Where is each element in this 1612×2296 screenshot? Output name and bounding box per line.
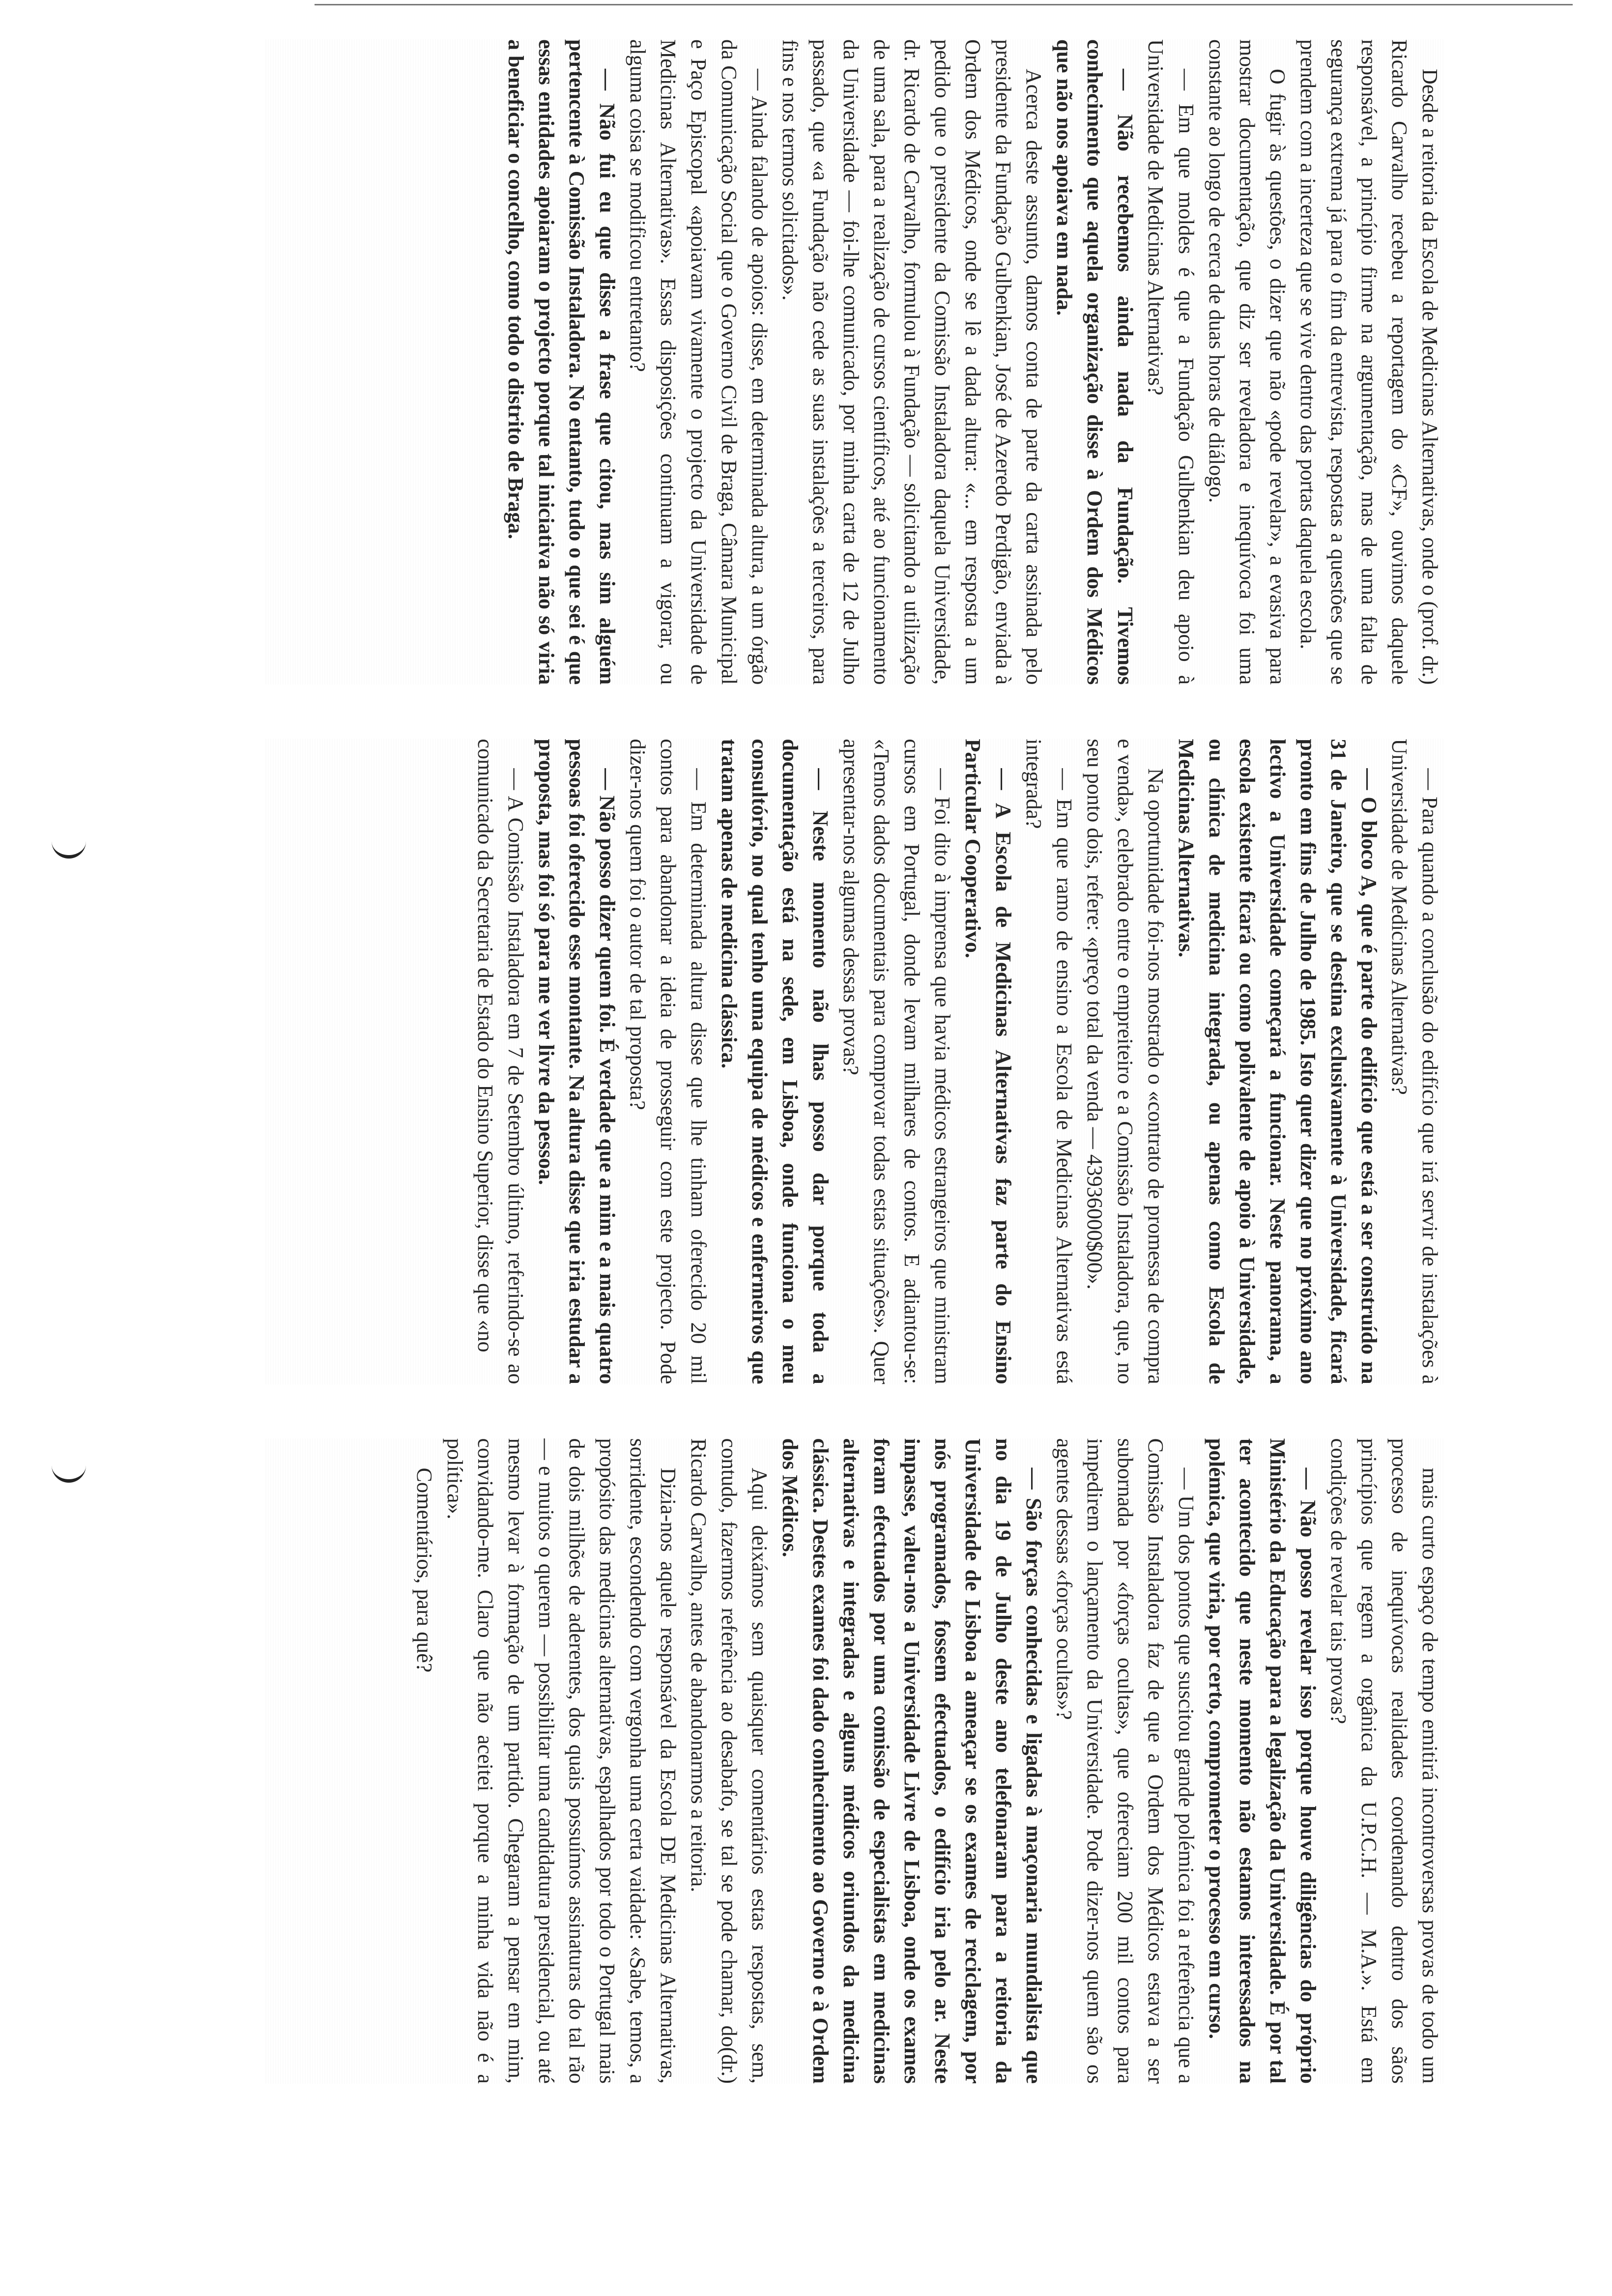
article-paragraph: — Não posso revelar isso porque houve diligências do próprio Ministério da Educação para a legalização da Universidade. É por tal ter acontecido que neste momento não estamos interessados na polémica, que viria, por certo, comprometer o processo em curso. — [1205, 1438, 1320, 2084]
article-column-2 — [265, 739, 1445, 1384]
article-column-1 — [265, 39, 1445, 685]
article-paragraph: — Para quando a conclusão do edifício que irá servir de instalações à Universidade de Medicinas Alternativas? — [1387, 739, 1442, 1384]
article-paragraph: O fugir às questões, o dizer que não «pode revelar», a evasiva para mostrar documentação, que diz ser reveladora e inequívoca foi uma constante ao longo de cerca de duas horas de diálogo. — [1205, 39, 1290, 685]
article-paragraph: Comentários, para quê? — [412, 1467, 436, 1673]
article-paragraph: — Um dos pontos que suscitou grande polémica foi a referência que a Comissão Instaladora faz de que a Ordem dos Médicos estava a ser subornada por «forças ocultas», que ofereciam 200 mil contos para impedirem o lançamento da Universidade. Pode dizer-nos quem são os agentes dessas «forças ocultas»? — [1052, 1438, 1198, 2084]
article-paragraph: — Ainda falando de apoios: disse, em determinada altura, a um órgão da Comunicação Social que o Governo Civil de Braga, Câmara Municipal e Paço Episcopal «apoiavam vivamente o projecto da Universidade de Medicinas Alternativas». Essas disposições continuam a vigorar, ou alguma coisa se modificou entretanto? — [626, 39, 772, 685]
article-paragraph: Dizia-nos aquele responsável da Escola DE Medicinas Alternativas, sorridente, escondendo com vergonha uma certa vaidade: «Sabe, temos, a propósito das medicinas alternativas, espalhados por todo o Portugal mais de dois milhões de aderentes, dos quais possuímos assinaturas do tal rão — e muitos o querem — possibilitar uma candidatura presidencial, ou até mesmo levar à formação de um partido. Chegaram a pensar em mim, convidando-me. Claro que não aceitei porque a minha vida não é a política». — [443, 1438, 680, 2084]
article-paragraph: — A Comissão Instaladora em 7 de Setembro último, referindo-se ao comunicado da Secretaria de Estado do Ensino Superior, disse que «no — [473, 739, 528, 1384]
article-paragraph: — Não posso dizer quem foi. É verdade que a mim e a mais quatro pessoas foi oferecido esse montante. Na altura disse que iria estudar a proposta, mas foi só para me ver livre da pessoa. — [534, 739, 619, 1384]
article-column-3 — [265, 1438, 1445, 2084]
article-paragraph: — Foi dito à imprensa que havia médicos estrangeiros que ministram cursos em Portugal, donde levam milhares de contos. E adiantou-se: «Temos dados documentais para comprovar todas estas situações». Quer apresentar-nos algumas dessas provas? — [839, 739, 954, 1384]
article-paragraph: — Em determinada altura disse que lhe tinham oferecido 20 mil contos para abandonar a ideia de prosseguir com este projecto. Pode dizer-nos quem foi o autor de tal proposta? — [626, 739, 711, 1384]
article-paragraph: — Em que ramo de ensino a Escola de Medicinas Alternativas está integrada? — [1022, 739, 1076, 1384]
article-paragraph: — Não recebemos ainda nada da Fundação. Tivemos conhecimento que aquela organização disse à Ordem dos Médicos que não nos apoiava em nada. — [1052, 39, 1137, 685]
article-paragraph: — Não fui eu que disse a frase que citou, mas sim alguém pertencente à Comissão Instaladora. No entanto, tudo o que sei é que essas entidades apoiaram o projecto porque tal iniciativa não só viria a beneficiar o concelho, como todo o distrito de Braga. — [504, 39, 619, 685]
article-paragraph: Na oportunidade foi-nos mostrado o «contrato de promessa de compra e venda», celebrado entre o empreiteiro e a Comissão Instaladora, que, no seu ponto dois, refere: «preço total da venda — 43936000$00». — [1083, 739, 1168, 1384]
page-top-border — [315, 4, 1573, 5]
article-paragraph: Aqui deixámos sem quaisquer comentários estas respostas, sem, contudo, fazermos referência ao desabafo, se tal se pode chamar, do(dr.) Ricardo Carvalho, antes de abandonarmos a reitoria. — [687, 1438, 772, 2084]
binder-hole-mark-bottom — [52, 1460, 86, 1483]
article-paragraph: — A Escola de Medicinas Alternativas faz parte do Ensino Particular Cooperativo. — [961, 739, 1015, 1384]
article-paragraph: — Em que moldes é que a Fundação Gulbenkian deu apoio à Universidade de Medicinas Alternativas? — [1144, 39, 1198, 685]
article-paragraph: — São forças conhecidas e ligadas à maçonaria mundialista que no dia 19 de Julho deste ano telefonaram para a reitoria da Universidade de Lisboa a ameaçar se os exames de reciclagem, por nós programados, fossem efectuados, o edifício iria pelo ar. Neste impasse, valeu-nos a Universidade Livre de Lisboa, onde os exames foram efectuados por uma comissão de especialistas em medicinas alternativas e integradas e alguns médicos oriundos da medicina clássica. Destes exames foi dado conhecimento ao Governo e à Ordem dos Médicos. — [778, 1438, 1046, 2084]
article-paragraph: — O bloco A, que é parte do edifício que está a ser construído na 31 de Janeiro, que se destina exclusivamente à Universidade, ficará pronto em fins de Julho de 1985. Isto quer dizer que no próximo ano lectivo a Universidade começará a funcionar. Neste panorama, a escola existente ficará ou como polivalente de apoio à Universidade, ou clínica de medicina integrada, ou apenas como Escola de Medicinas Alternativas. — [1174, 739, 1381, 1384]
binder-hole-mark-top — [52, 835, 86, 859]
article-paragraph: mais curto espaço de tempo emitirá incontroversas provas de todo um processo de inequívocas realidades coordenando dentro dos sãos princípios que regem a orgânica da U.P.C.H. — M.A.». Está em condições de revelar tais provas? — [1326, 1438, 1442, 2084]
article-paragraph: Desde a reitoria da Escola de Medicinas Alternativas, onde o (prof. dr.) Ricardo Carvalho recebeu a reportagem do «CF», ouvimos daquele responsável, a princípio firme na argumentação, mas de uma falta de segurança extrema já para o fim da entrevista, respostas a questões que se prendem com a incerteza que se vive dentro das portas daquela escola. — [1296, 39, 1442, 685]
article-paragraph: — Neste momento não lhas posso dar porque toda a documentação está na sede, em Lisboa, onde funciona o meu consultório, no qual tenho uma equipa de médicos e enfermeiros que tratam apenas de medicina clássica. — [717, 739, 833, 1384]
rotated-newspaper-article — [265, 39, 1445, 2084]
article-paragraph: Acerca deste assunto, damos conta de parte da carta assinada pelo presidente da Fundação Gulbenkian, José de Azeredo Perdigão, enviada à Ordem dos Médicos, onde se lê a dada altura: «... em resposta a um pedido que o presidente da Comissão Instaladora daquela Universidade, dr. Ricardo de Carvalho, formulou à Fundação — solicitando a utilização de uma sala, para a realização de cursos científicos, até ao funcionamento da Universidade — foi-lhe comunicado, por minha carta de 12 de Julho passado, que «a Fundação não cede as suas instalações a terceiros, para fins e nos termos solicitados». — [778, 39, 1046, 685]
